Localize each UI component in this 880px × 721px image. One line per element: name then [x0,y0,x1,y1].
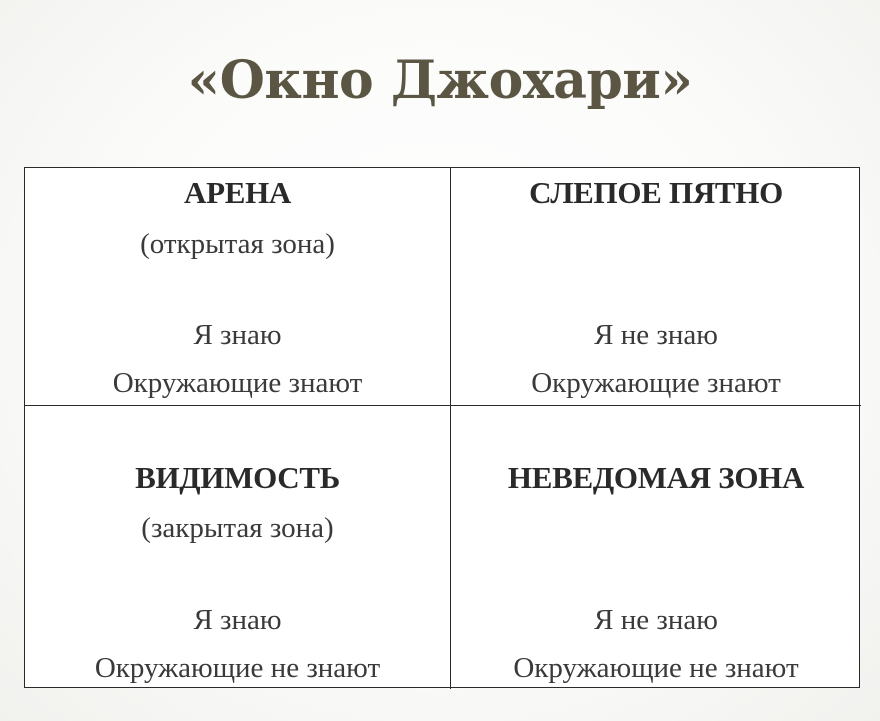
quadrant-heading: ВИДИМОСТЬ [135,460,340,495]
page-title: «Окно Джохари» [187,50,693,111]
quadrant-heading: СЛЕПОЕ ПЯТНО [529,175,783,210]
others-knowledge-text: Окружающие не знают [94,652,381,684]
self-knowledge-text: Я знаю [193,604,282,636]
quadrant-subheading: (открытая зона) [140,228,335,260]
quadrant-arena [25,168,451,406]
others-knowledge-text: Окружающие знают [112,367,363,399]
self-knowledge-text: Я не знаю [594,319,718,351]
quadrant-heading: АРЕНА [183,175,291,210]
quadrant-blind-spot [451,168,861,406]
others-knowledge-text: Окружающие знают [531,367,781,399]
quadrant-subheading: (закрытая зона) [141,512,334,544]
self-knowledge-text: Я не знаю [594,604,718,636]
others-knowledge-text: Окружающие не знают [513,652,799,684]
self-knowledge-text: Я знаю [193,319,282,351]
johari-window-table [24,167,860,688]
quadrant-facade [25,406,451,689]
quadrant-heading: НЕВЕДОМАЯ ЗОНА [507,460,805,495]
quadrant-unknown [451,406,861,689]
